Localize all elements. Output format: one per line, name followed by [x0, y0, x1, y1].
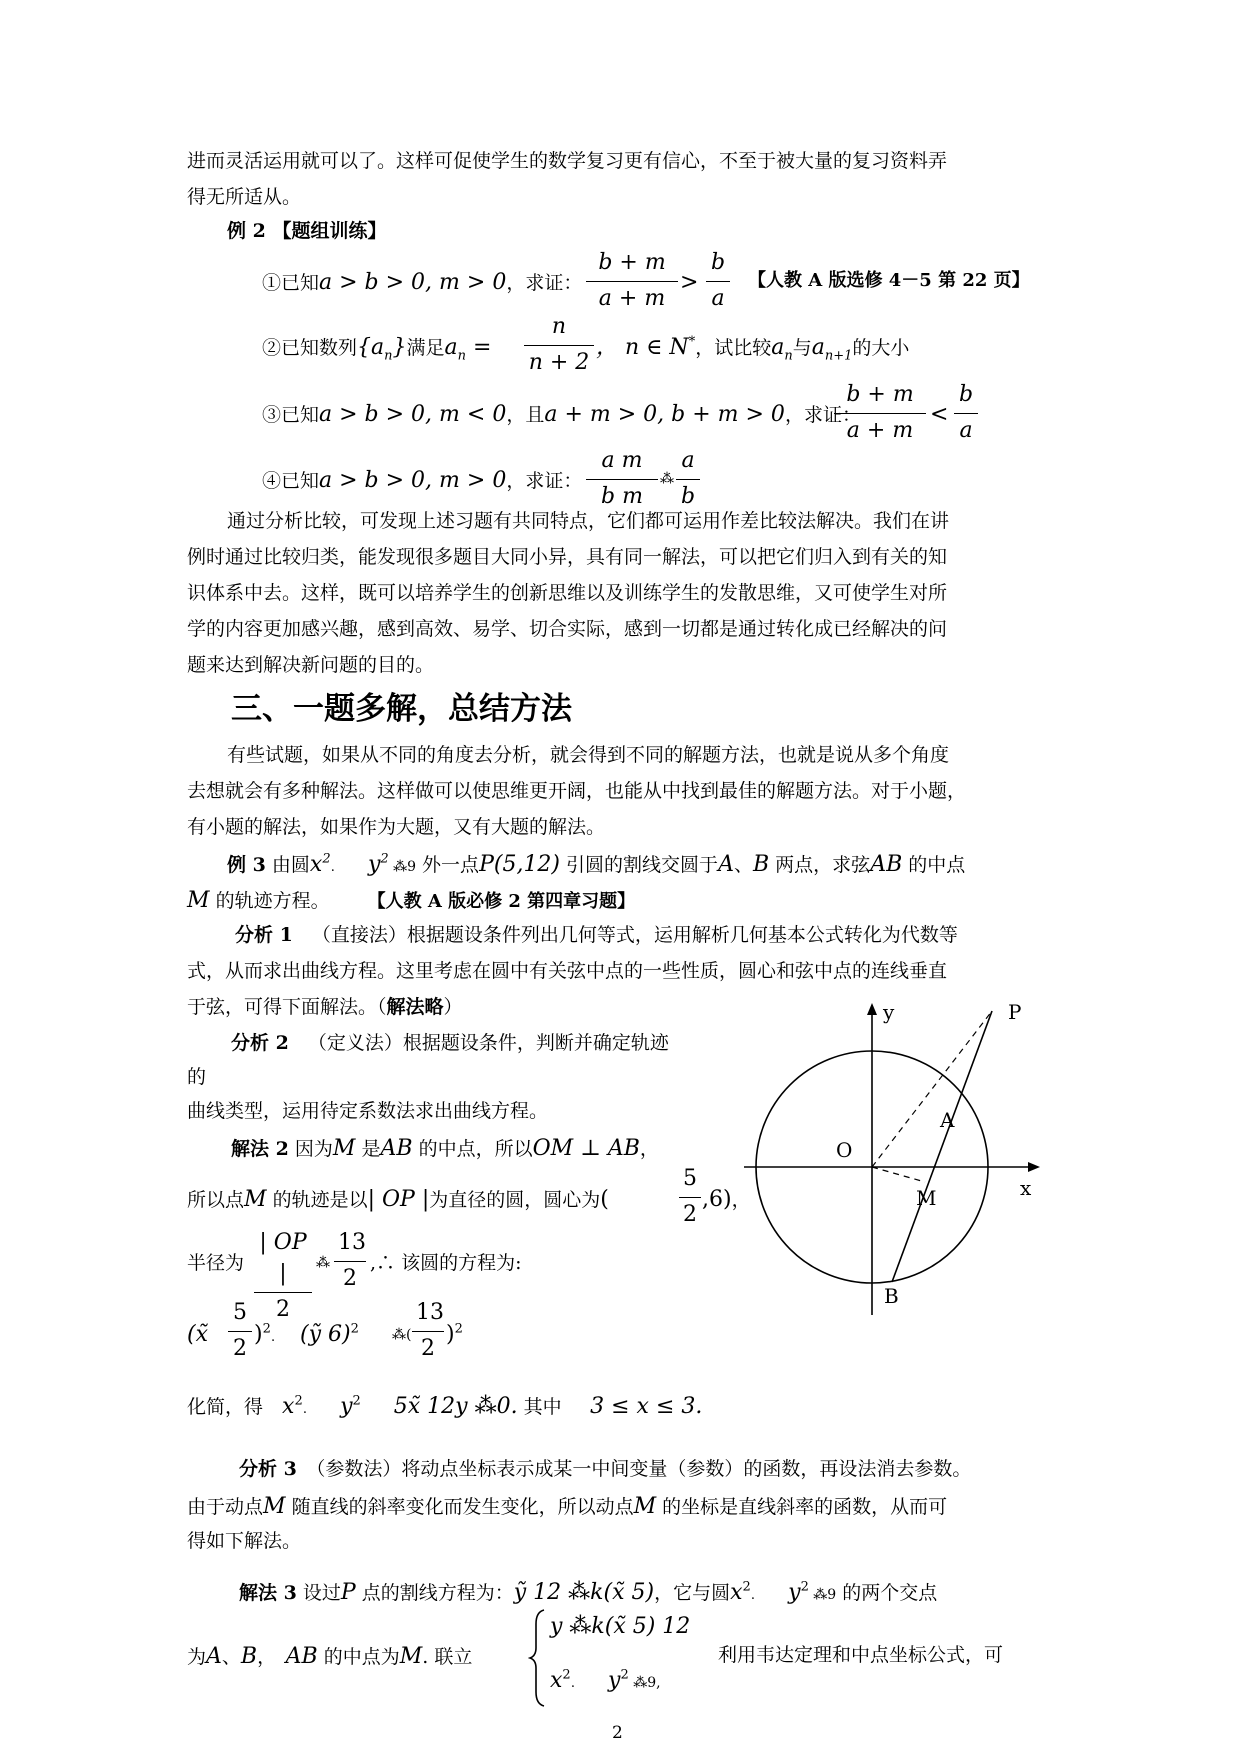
- analysis1-close: ）: [443, 996, 463, 1018]
- solution2-radius-fraction: [254, 1228, 312, 1325]
- section3-line-3: 有小题的解法，如果作为大题，又有大题的解法。: [187, 816, 606, 838]
- item1-source: 【人教 A 版选修 4－5 第 22 页】: [748, 270, 1030, 291]
- solution3-line-2: [187, 1642, 472, 1673]
- item3-a: a: [959, 417, 973, 443]
- solution3-l2b: ，: [257, 1646, 277, 1668]
- solution2-l2c: 为直径的圆，圆心为: [429, 1189, 601, 1211]
- solution3-l2a: 为: [187, 1646, 207, 1668]
- analysis1-label: 分析 1: [235, 924, 293, 946]
- y-axis-arrow: [867, 1003, 877, 1015]
- solution2-t1: 因为: [288, 1138, 333, 1160]
- radius-num: | OP |: [259, 1230, 307, 1286]
- eqn-part3: (ỹ 6)$^2$: [300, 1321, 359, 1347]
- section3-line-1: 有些试题，如果从不同的角度去分析，就会得到不同的解题方法，也就是说从多个角度: [227, 744, 950, 766]
- label-b: B: [884, 1284, 899, 1308]
- item1-numerator: b + m: [598, 250, 666, 275]
- solution3-l2d: . 联立: [422, 1646, 473, 1668]
- solution2-OP: | OP |: [367, 1187, 430, 1212]
- analysis1-line-1: [235, 922, 958, 949]
- center-den: 2: [683, 1201, 697, 1227]
- eqn-num: 5: [233, 1300, 247, 1325]
- analysis3-M2: M: [633, 1494, 657, 1519]
- item4-fraction-left: [586, 446, 658, 513]
- item1-greater: >: [680, 270, 699, 295]
- analysis3-M1: M: [263, 1494, 286, 1519]
- eqn-den2: 2: [421, 1335, 435, 1361]
- analysis-line-1: 通过分析比较，可发现上述习题有共同特点，它们都可运用作差比较法解决。我们在讲: [227, 510, 950, 532]
- analysis1-text3: 于弦，可得下面解法。（: [187, 996, 387, 1018]
- item2-denominator: n + 2: [528, 349, 590, 375]
- example2-item1: [262, 268, 582, 299]
- item2-size: 的大小: [852, 337, 910, 359]
- solution3-M: M: [399, 1644, 423, 1669]
- solution2-M: M: [332, 1136, 356, 1161]
- solution2-M2: M: [244, 1187, 267, 1212]
- solution2-AB: AB: [380, 1136, 413, 1161]
- center-end: ，: [731, 1189, 751, 1211]
- solution3-line-1: [239, 1578, 937, 1609]
- example3-B: B: [752, 852, 770, 877]
- example3-text5: 的中点: [902, 854, 966, 876]
- secant-line: [892, 1011, 992, 1282]
- item3-prove: ，求证：: [784, 404, 861, 426]
- solution2-radius-eq: ⁂: [316, 1255, 330, 1271]
- example3-text2: 外一点: [416, 854, 480, 876]
- intro-line-2: 得无所适从。: [187, 186, 302, 208]
- item2-mid: 满足: [406, 337, 445, 359]
- analysis3-line-2: [187, 1492, 947, 1523]
- example3-M: M: [187, 888, 210, 913]
- solution3-AB: AB: [285, 1644, 318, 1669]
- item3-fraction-right: [954, 380, 978, 447]
- radius13-num: 13: [338, 1230, 366, 1255]
- example2-item3: [262, 400, 861, 431]
- analysis3-l2b: 随直线的斜率变化而发生变化，所以动点: [285, 1496, 634, 1518]
- solution2-line-1: [231, 1134, 659, 1165]
- simp-b: 其中: [517, 1396, 562, 1418]
- analysis3-line-3: 得如下解法。: [187, 1530, 302, 1552]
- system-eq2: $x^2․$ $y^2$ ⁂9,: [550, 1667, 661, 1693]
- eqn-part5: )$^2$: [446, 1321, 463, 1347]
- example3-A: A: [718, 852, 734, 877]
- example3-line-1: [227, 850, 965, 881]
- label-x: x: [1020, 1176, 1032, 1200]
- analysis2-line-3: 曲线类型，运用待定系数法求出曲线方程。: [187, 1100, 549, 1122]
- item3-and: ，且: [506, 404, 545, 426]
- solution2-paren: (: [600, 1187, 609, 1212]
- solution2-line-3a: 半径为: [187, 1252, 245, 1274]
- example3-text3: 引圆的割线交圆于: [560, 854, 719, 876]
- item1-prefix: ①已知: [262, 272, 320, 294]
- analysis1-omitted: 解法略: [386, 996, 444, 1018]
- item3-condition: a > b > 0, m < 0: [319, 402, 507, 427]
- solution3-t1: 设过: [296, 1582, 341, 1604]
- analysis3-text1: （参数法）将动点坐标表示成某一中间变量（参数）的函数，再设法消去参数。: [306, 1458, 972, 1480]
- item3-b: b: [958, 382, 974, 407]
- analysis2-text1: （定义法）根据题设条件，判断并确定轨迹: [307, 1032, 669, 1054]
- solution3-t4: 的两个交点: [836, 1582, 938, 1604]
- solution2-line-2: [187, 1185, 609, 1216]
- analysis3-line-1: [239, 1456, 971, 1483]
- solution2-perp: ⊥: [573, 1136, 608, 1161]
- item4-prove: ，求证：: [506, 470, 583, 492]
- analysis3-l2c: 的坐标是直线斜率的函数，从而可: [656, 1496, 948, 1518]
- item2-numerator: n: [551, 314, 567, 339]
- x-axis-arrow: [1028, 1162, 1040, 1172]
- segment-op: [872, 1011, 992, 1167]
- item2-fraction: [524, 312, 594, 379]
- analysis-line-5: 题来达到解决新问题的目的。: [187, 654, 435, 676]
- item4-denominator: b m: [601, 483, 643, 509]
- item2-compare: ，试比较: [695, 337, 772, 359]
- solution3-t3: ，它与圆: [654, 1582, 731, 1604]
- item1-condition: a > b > 0, m > 0: [319, 270, 507, 295]
- item4-condition: a > b > 0, m > 0: [319, 468, 507, 493]
- example3-circle-eq: $x^2․$ $y^2$ ⁂9: [309, 851, 417, 877]
- item3-condition2: a + m > 0, b + m > 0: [544, 402, 785, 427]
- analysis1-line-3: [187, 994, 463, 1021]
- label-m: M: [916, 1186, 937, 1210]
- section3-line-2: 去想就会有多种解法。这样做可以使思维更开阔，也能从中找到最佳的解题方法。对于小题，: [187, 780, 967, 802]
- eqn-part1: (x̃: [187, 1322, 208, 1347]
- center-tail: ,6): [702, 1187, 732, 1212]
- example3-text4: 两点，求弦: [769, 854, 871, 876]
- system-eq1: y ⁂k(x̃ 5) 12: [550, 1614, 691, 1639]
- analysis-line-4: 学的内容更加感兴趣，感到高效、易学、切合实际，感到一切都是通过转化成已经解决的问: [187, 618, 948, 640]
- item3-less: <: [930, 402, 949, 427]
- label-o: O: [836, 1138, 853, 1162]
- system-brace: [528, 1608, 548, 1708]
- solution3-l2c: 的中点为: [317, 1646, 400, 1668]
- solution3-line-eq: ỹ 12 ⁂k(x̃ 5): [513, 1580, 655, 1605]
- label-a: A: [940, 1108, 955, 1132]
- analysis2-label: 分析 2: [231, 1032, 289, 1054]
- solution3-B: B: [240, 1644, 258, 1669]
- analysis2-line-1: [231, 1030, 669, 1057]
- radius13-den: 2: [343, 1265, 357, 1291]
- item1-a: a: [711, 285, 725, 311]
- analysis-line-3: 识体系中去。这样，既可以培养学生的创新思维以及训练学生的发散思维，又可使学生对所: [187, 582, 948, 604]
- solution2-AB2: AB: [607, 1136, 640, 1161]
- analysis3-label: 分析 3: [239, 1458, 297, 1480]
- solution2-t2: 是: [355, 1138, 381, 1160]
- solution2-l2a: 所以点: [187, 1189, 245, 1211]
- analysis-line-2: 例时通过比较归类，能发现很多题目大同小异，具有同一解法，可以把它们归入到有关的知: [187, 546, 948, 568]
- eqn-fraction-13-2: [412, 1298, 444, 1365]
- solution3-line-2-tail: 利用韦达定理和中点坐标公式，可: [718, 1644, 1004, 1666]
- label-y: y: [883, 1000, 895, 1024]
- item4-numerator: a m: [601, 448, 643, 473]
- segment-om: [872, 1167, 925, 1182]
- eqn-num2: 13: [416, 1300, 444, 1325]
- example2-heading: 例 2 【题组训练】: [227, 220, 387, 242]
- example2-item2-tail: [596, 333, 909, 366]
- eqn-part4: ⁂(: [392, 1327, 412, 1343]
- solution3-A: A: [206, 1644, 222, 1669]
- eqn-fraction-5-2: [228, 1298, 252, 1365]
- item4-fraction-right: [676, 446, 700, 513]
- item2-an-term: $a_n$: [771, 335, 793, 364]
- item4-a: a: [681, 448, 695, 473]
- solution3-sep: 、: [221, 1646, 241, 1668]
- item3-fraction-left: [834, 380, 926, 447]
- solution3-P: P: [340, 1580, 356, 1605]
- analysis1-text1: （直接法）根据题设条件列出几何等式，运用解析几何基本公式转化为代数等: [311, 924, 958, 946]
- example3-text6: 的轨迹方程。: [209, 890, 330, 912]
- example3-point: P(5,12): [479, 852, 561, 877]
- item2-and: 与: [792, 337, 812, 359]
- label-p: P: [1008, 1000, 1022, 1024]
- solution2-radius-value: [334, 1228, 366, 1295]
- solution2-simplified: [187, 1392, 702, 1423]
- solution2-center-fraction: [679, 1164, 701, 1231]
- example2-item2: [262, 333, 491, 366]
- solution2-label: 解法 2: [231, 1138, 289, 1160]
- solution2-line-3b: ,∴ 该圆的方程为:: [370, 1252, 522, 1274]
- solution2-l2b: 的轨迹是以: [266, 1189, 368, 1211]
- example3-line-2: [187, 886, 635, 917]
- item3-denominator: a + m: [846, 417, 914, 443]
- item1-b: b: [710, 250, 726, 275]
- example3-text1: 由圆: [265, 854, 310, 876]
- item1-prove: ，求证：: [506, 272, 583, 294]
- item1-fraction-left: [586, 248, 678, 315]
- example3-AB: AB: [870, 852, 903, 877]
- analysis3-l2a: 由于动点: [187, 1496, 264, 1518]
- item4-b: b: [680, 483, 696, 509]
- page-number: 2: [612, 1723, 623, 1743]
- item2-an: $a_n$ =: [444, 335, 492, 364]
- analysis2-line-2: 的: [187, 1066, 207, 1088]
- center-num: 5: [683, 1166, 697, 1191]
- example2-item4: [262, 466, 582, 497]
- solution2-t3: 的中点，所以: [412, 1138, 533, 1160]
- item1-fraction-right: [706, 248, 730, 315]
- radius-den: 2: [276, 1296, 290, 1322]
- item1-denominator: a + m: [598, 285, 666, 311]
- item2-an1-term: $a_{n+1}$: [811, 335, 853, 364]
- example3-label: 例 3: [227, 854, 266, 876]
- example3-source: 【人教 A 版必修 2 第四章习题】: [367, 891, 636, 912]
- simp-range: 3 ≤ x ≤ 3.: [590, 1394, 703, 1419]
- intro-line-1: 进而灵活运用就可以了。这样可促使学生的数学复习更有信心，不至于被大量的复习资料弄: [187, 150, 948, 172]
- analysis1-line-2: 式，从而求出曲线方程。这里考虑在圆中有关弦中点的一些性质，圆心和弦中点的连线垂直: [187, 960, 948, 982]
- section3-title: 三、一题多解，总结方法: [231, 691, 572, 727]
- geometry-figure: [740, 995, 1050, 1325]
- solution3-label: 解法 3: [239, 1582, 297, 1604]
- item3-prefix: ③已知: [262, 404, 320, 426]
- solution3-circle: $x^2․$ $y^2$ ⁂9: [730, 1579, 837, 1605]
- eqn-den: 2: [233, 1335, 247, 1361]
- eqn-part2: )$^2$․: [254, 1321, 276, 1347]
- item2-seq: $\{a_n\}$: [357, 335, 407, 364]
- example3-sep: 、: [733, 854, 753, 876]
- simp-a: 化简，得: [187, 1396, 264, 1418]
- item2-prefix: ②已知数列: [262, 337, 358, 359]
- item4-relation: ⁂: [660, 471, 674, 487]
- solution3-t2: 点的割线方程为：: [355, 1582, 514, 1604]
- item4-prefix: ④已知: [262, 470, 320, 492]
- solution2-OM: OM: [532, 1136, 574, 1161]
- solution2-t4: ，: [639, 1138, 659, 1160]
- item3-numerator: b + m: [846, 382, 914, 407]
- item2-set: ， n ∈ N*: [596, 334, 696, 360]
- simp-eq: $x^2․$ $y^2$ 5x̃ 12y ⁂0.: [282, 1393, 518, 1419]
